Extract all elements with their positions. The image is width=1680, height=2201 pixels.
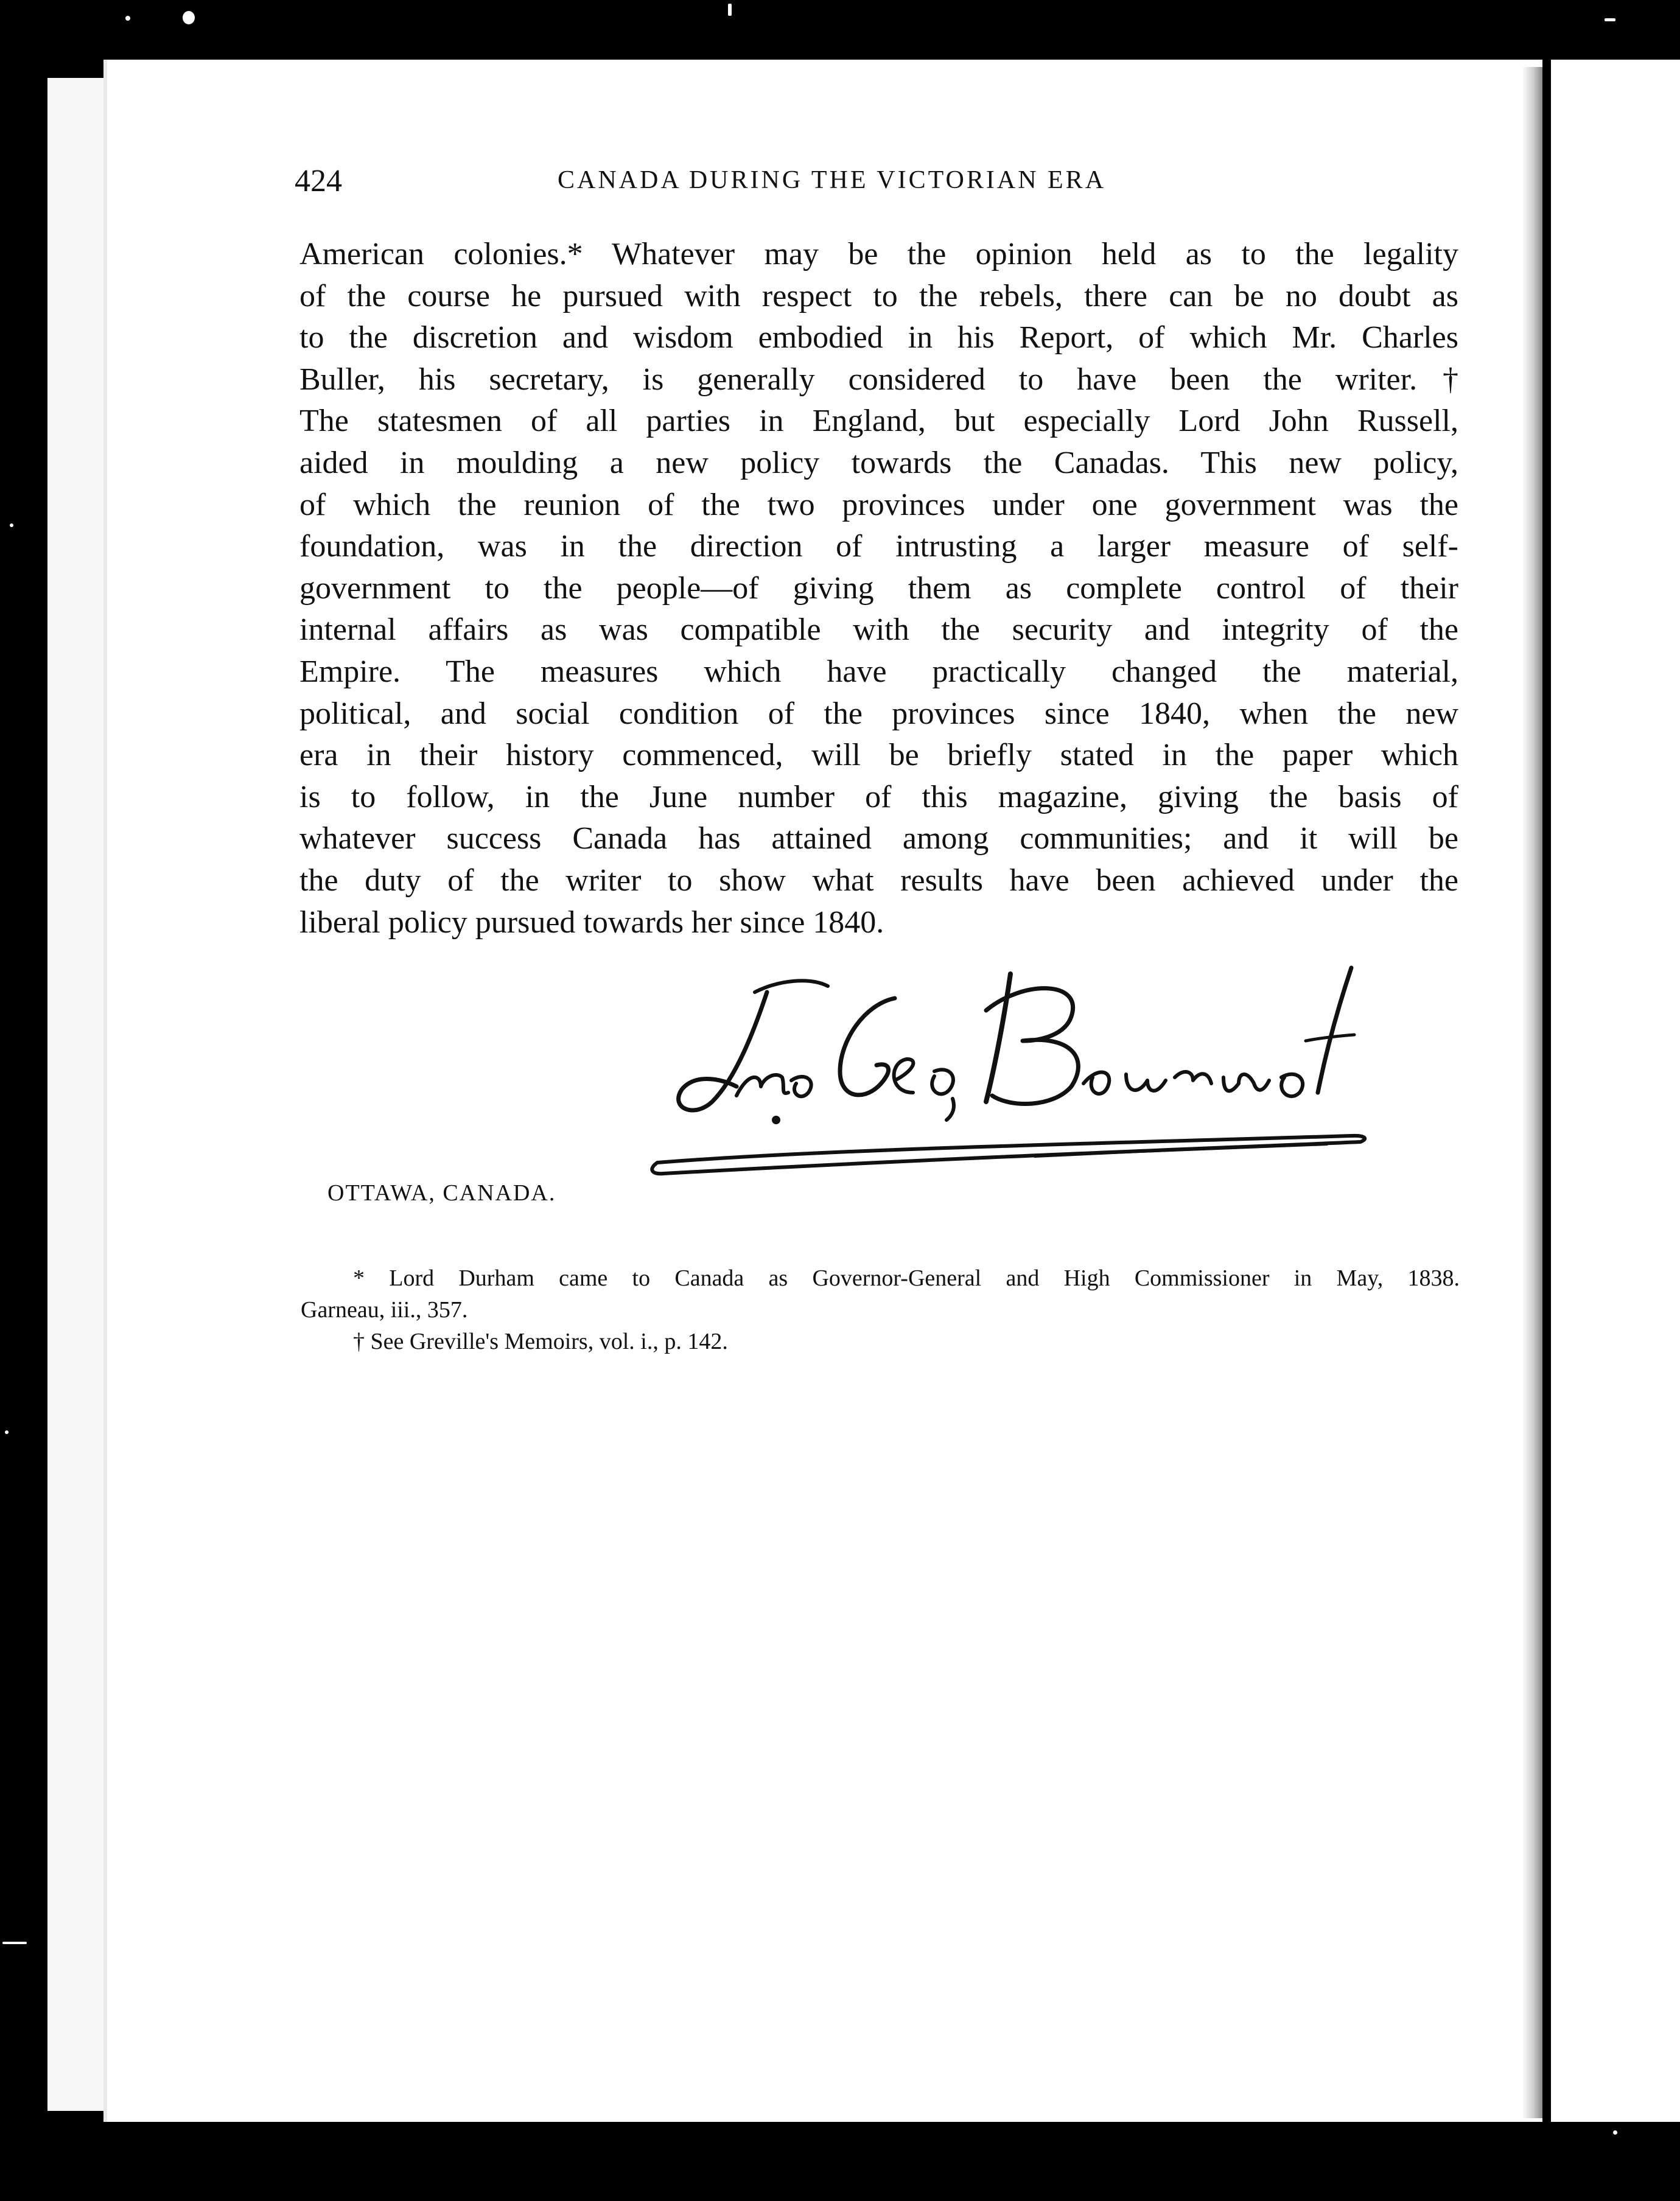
page-header [295,163,1458,206]
body-line: Buller, his secretary, is generally considered to have been the writer.† [299,362,1458,397]
body-line: aided in moulding a new policy towards the Canadas. This new policy, [299,445,1458,480]
scan-speck [10,523,13,527]
author-signature [645,956,1461,1211]
body-line: liberal policy pursued towards her since 1840. [299,905,884,940]
scan-speck [125,16,130,21]
body-line: American colonies.* Whatever may be the opinion held as to the legality [299,237,1458,271]
body-line: era in their history commenced, will be briefly stated in the paper which [299,738,1458,773]
footnotes [301,1262,1460,1357]
body-line: foundation, was in the direction of intrusting a larger measure of self- [299,529,1458,564]
page-number: 424 [295,164,342,198]
body-line: government to the people—of giving them as complete control of their [299,570,1458,606]
body-line: of which the reunion of the two provinces under one government was the [299,487,1458,522]
footnote-1: * Lord Durham came to Canada as Governor-General and High Commissioner in May, 1838. [353,1265,1460,1291]
body-line: whatever success Canada has attained among communities; and it will be [299,821,1458,856]
body-line: political, and social condition of the provinces since 1840, when the new [299,696,1458,731]
body-line: is to follow, in the June number of this magazine, giving the basis of [299,779,1458,814]
facing-page [1551,60,1680,2122]
footnote-2: † See Greville's Memoirs, vol. i., p. 142. [353,1329,728,1354]
running-head: CANADA DURING THE VICTORIAN ERA [558,166,1107,194]
scan-speck [2,1942,27,1944]
scan-speck [1605,18,1615,21]
footnote-1-continued: Garneau, iii., 357. [301,1297,468,1323]
body-line: to the discretion and wisdom embodied in his Report, of which Mr. Charles [299,320,1458,355]
scan-speck [1613,2130,1617,2135]
body-line: Empire. The measures which have practically changed the material, [299,654,1458,689]
body-line: the duty of the writer to show what results have been achieved under the [299,863,1458,898]
body-line: internal affairs as was compatible with the security and integrity of the [299,612,1458,648]
scan-speck [728,4,732,16]
body-line: of the course he pursued with respect to the rebels, there can be no doubt as [299,278,1458,313]
page-gutter [1522,67,1542,2118]
body-line: The statesmen of all parties in England, but especially Lord John Russell, [299,404,1458,439]
body-text [299,234,1458,943]
scan-speck [183,11,195,24]
scan-speck [5,1430,9,1434]
place-line: OTTAWA, CANADA. [327,1180,556,1206]
